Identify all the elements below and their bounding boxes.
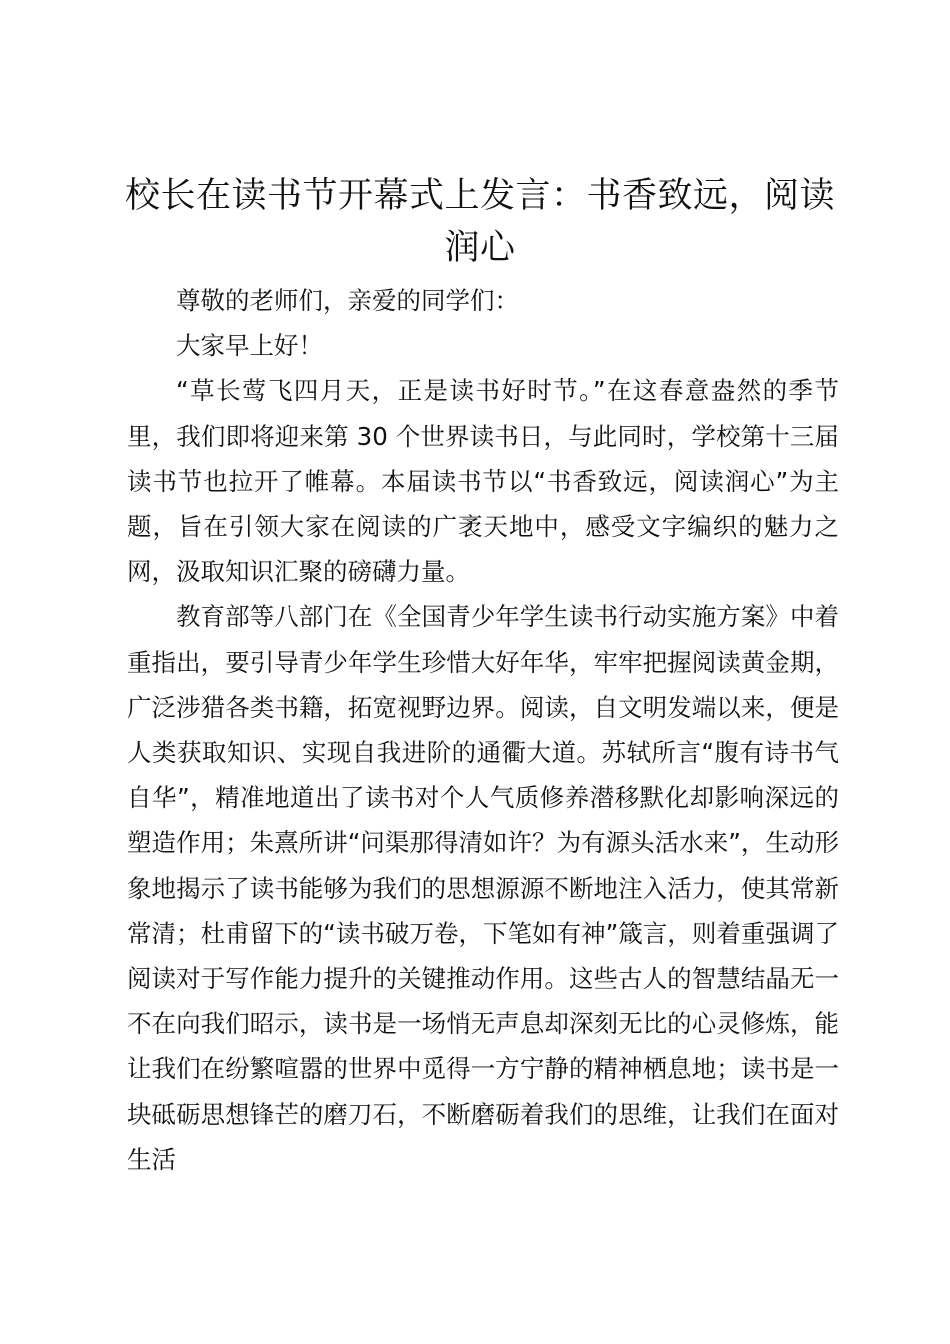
- body-paragraph: 教育部等八部门在《全国青少年学生读书行动实施方案》中着重指出，要引导青少年学生珍惜大好年华，牢牢把握阅读黄金期，广泛涉猎各类书籍，拓宽视野边界。阅读，自文明发端以来，便是人类获取知识、实现自我进阶的通衢大道。苏轼所言“腹有诗书气自华”，精准地道出了读书对个人气质修养潜移默化却影响深远的塑造作用；朱熹所讲“问渠那得清如许？为有源头活水来”，生动形象地揭示了读书能够为我们的思想源源不断地注入活力，使其常新常清；杜甫留下的“读书破万卷，下笔如有神”箴言，则着重强调了阅读对于写作能力提升的关键推动作用。这些古人的智慧结晶无一不在向我们昭示，读书是一场悄无声息却深刻无比的心灵修炼，能让我们在纷繁喧嚣的世界中觅得一方宁静的精神栖息地；读书是一块砥砺思想锋芒的磨刀石，不断磨砺着我们的思维，让我们在面对生活: [127, 602, 839, 1174]
- body-paragraph: “草长莺飞四月天，正是读书好时节。”在这春意盎然的季节里，我们即将迎来第 30 个世界读书日，与此同时，学校第十三届读书节也拉开了帷幕。本届读书节以“书香致远，阅读润心”为主题，旨在引领大家在阅读的广袤天地中，感受文字编织的魅力之网，汲取知识汇聚的磅礴力量。: [127, 376, 839, 587]
- document-body: [127, 278, 839, 1182]
- document-title: 校长在读书节开幕式上发言：书香致远，阅读润心: [124, 176, 835, 268]
- salutation: 尊敬的老师们，亲爱的同学们：: [176, 286, 519, 315]
- greeting: 大家早上好！: [176, 331, 323, 361]
